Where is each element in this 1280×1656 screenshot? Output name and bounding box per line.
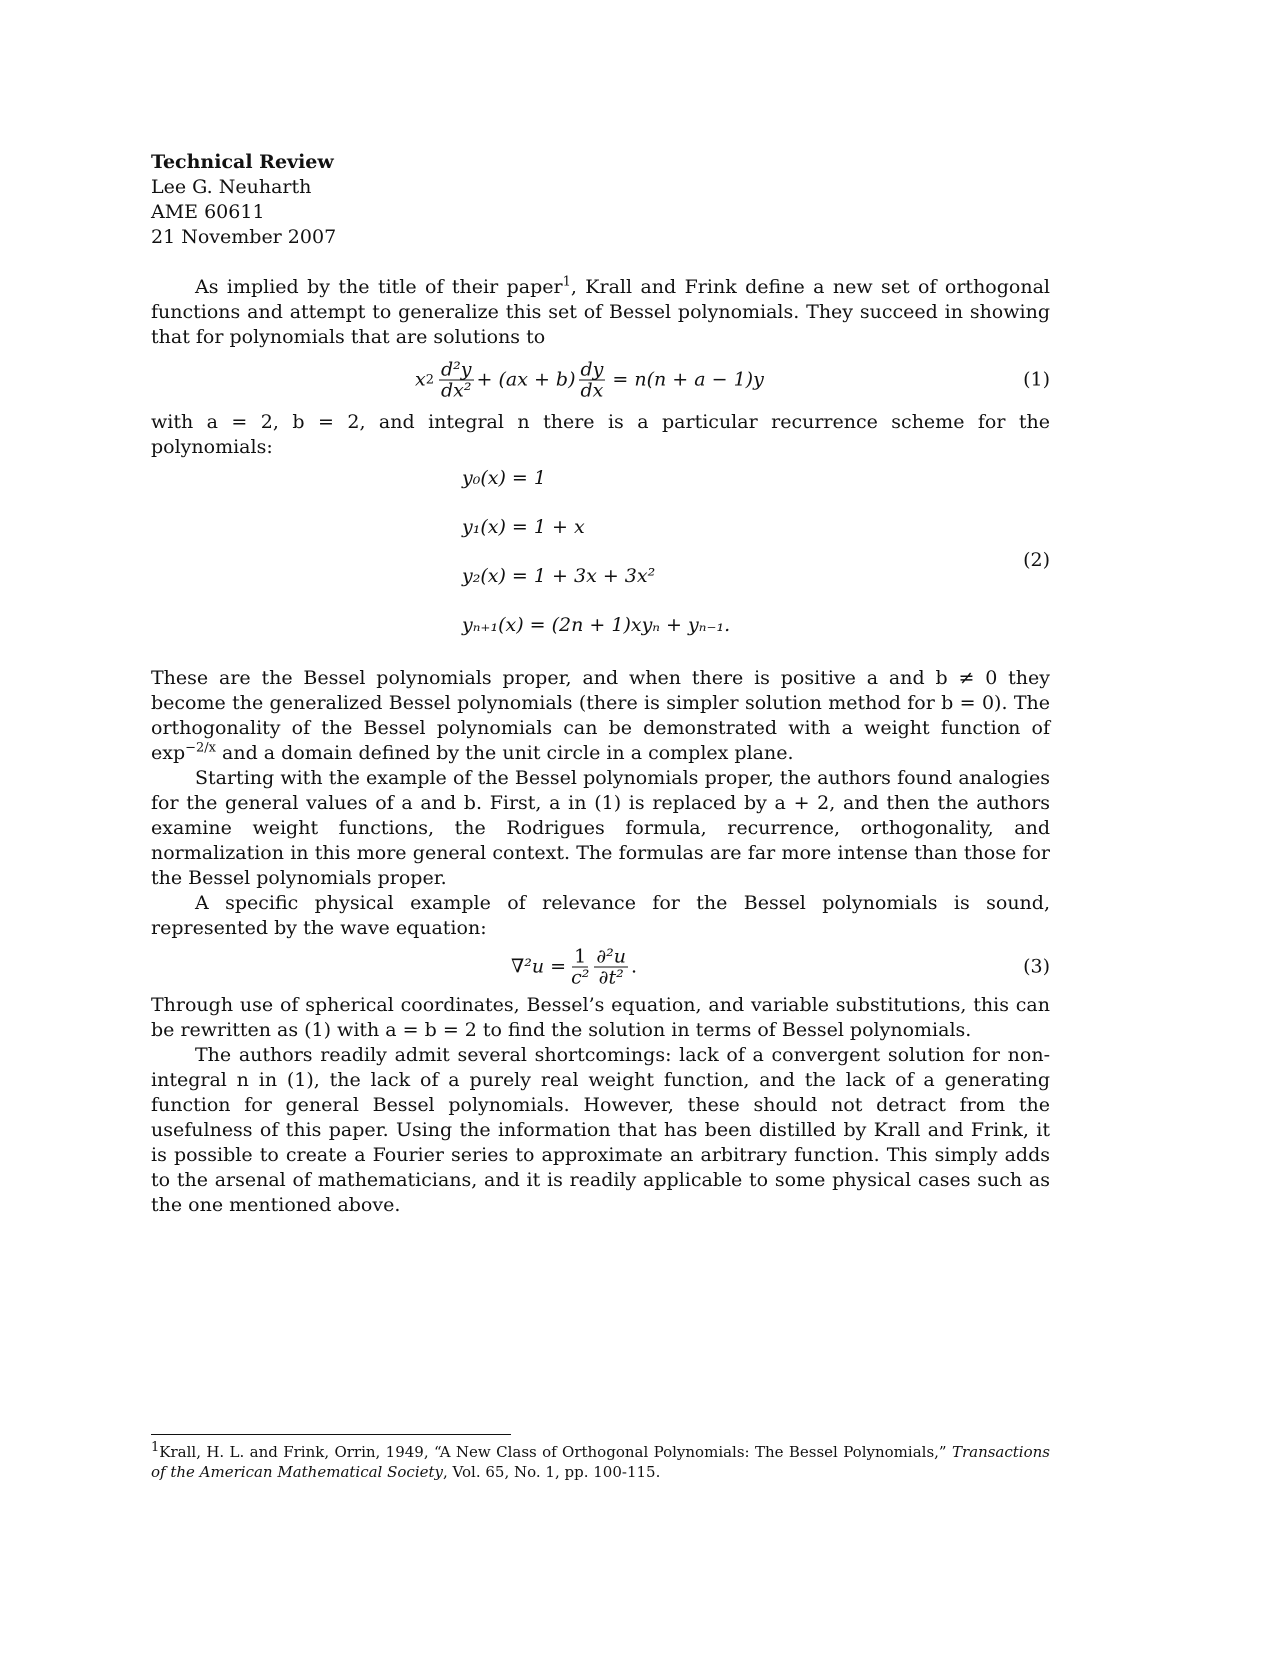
header-block	[151, 150, 1050, 250]
fraction-d2y-dx2: $\frac{\text{d²y}}{\text{dx²}}$	[441, 358, 472, 402]
doc-date: 21 November 2007	[151, 226, 337, 248]
equation-line: y₂(x) = 1 + 3x + 3x²	[462, 565, 656, 587]
equation-3: ∇²u = $\frac{1}{\text{c²}}$ $\frac{\text{∂²u}}{\text{∂t²}}$ . (3)	[511, 945, 1050, 989]
paragraph-analogies: Starting with the example of the Bessel polynomials proper, the authors found analogies for the general values of a and b. First, a in (1) is replaced by a + 2, and then the authors examine weight functions, the Rodrigues formula, recurrence, orthogonality, and normalization in this more general context. The formulas are far more intense than those for the Bessel polynomials proper.	[151, 767, 1050, 889]
author-name: Lee G. Neuharth	[151, 176, 312, 198]
course-code: AME 60611	[151, 201, 265, 223]
equation-number: (2)	[1023, 549, 1050, 571]
paragraph-generalized: These are the Bessel polynomials proper, and when there is positive a and b ≠ 0 they become the generalized Bessel polynomials (there is simpler solution method for b = 0). The orthogonality of the Bessel polynomials can be demonstrated with a weight function of $\exp^{-2/x}$ and a domain defined by the unit circle in a complex plane.	[151, 667, 1050, 764]
equation-2	[151, 466, 1050, 666]
fraction-d2u-dt2: $\frac{\text{∂²u}}{\text{∂t²}}$	[596, 945, 627, 989]
journal-name: Transactions of the American Mathematical Society	[151, 1443, 1050, 1481]
equation-number: (1)	[1023, 368, 1050, 391]
footnote: $^1$Krall, H. L. and Frink, Orrin, 1949, “A New Class of Orthogonal Polynomials: The Bessel Polynomials,” Transactions of the American Mathematical Society, Vol. 65, No. 1, pp. 100-115.	[151, 1440, 1050, 1481]
paper-page	[151, 150, 1050, 1218]
equation-number: (3)	[1023, 955, 1050, 978]
doc-title: Technical Review	[151, 151, 334, 173]
footnote-rule	[151, 1434, 511, 1435]
equation-line: y₁(x) = 1 + x	[462, 516, 585, 538]
fraction-dy-dx: $\frac{dy}{dx}$	[580, 358, 604, 402]
footnote-ref[interactable]: 1	[562, 274, 571, 290]
paragraph-physical: A specific physical example of relevance for the Bessel polynomials is sound, represented by the wave equation:	[151, 892, 1050, 939]
paragraph-intro: As implied by the title of their paper$^1$, Krall and Frink define a new set of orthogonal functions and attempt to generalize this set of Bessel polynomials. They succeed in showing that for polynomials that are solutions to	[151, 274, 1050, 348]
paragraph-recurrence: with a = 2, b = 2, and integral n there is a particular recurrence scheme for the polynomials:	[151, 411, 1050, 458]
equation-1: x 2 $\frac{\text{d²y}}{\text{dx²}}$ + (ax + b) $\frac{dy}{dx}$ = n(n + a − 1)y (1)	[415, 358, 1050, 402]
equation-line: yₙ₊₁(x) = (2n + 1)xyₙ + yₙ₋₁.	[462, 614, 731, 636]
paragraph-shortcomings: The authors readily admit several shortcomings: lack of a convergent solution for non-integral n in (1), the lack of a purely real weight function, and the lack of a generating function for general Bessel polynomials. However, these should not detract from the usefulness of this paper. Using the information that has been distilled by Krall and Frink, it is possible to create a Fourier series to approximate an arbitrary function. This simply adds to the arsenal of mathematicians, and it is readily applicable to some physical cases such as the one mentioned above.	[151, 1044, 1050, 1216]
equation-line: y₀(x) = 1	[462, 467, 546, 489]
paragraph-spherical: Through use of spherical coordinates, Bessel’s equation, and variable substitutions, this can be rewritten as (1) with a = b = 2 to find the solution in terms of Bessel polynomials.	[151, 994, 1050, 1041]
fraction-1-c2: $\frac{1}{\text{c²}}$	[571, 945, 590, 989]
